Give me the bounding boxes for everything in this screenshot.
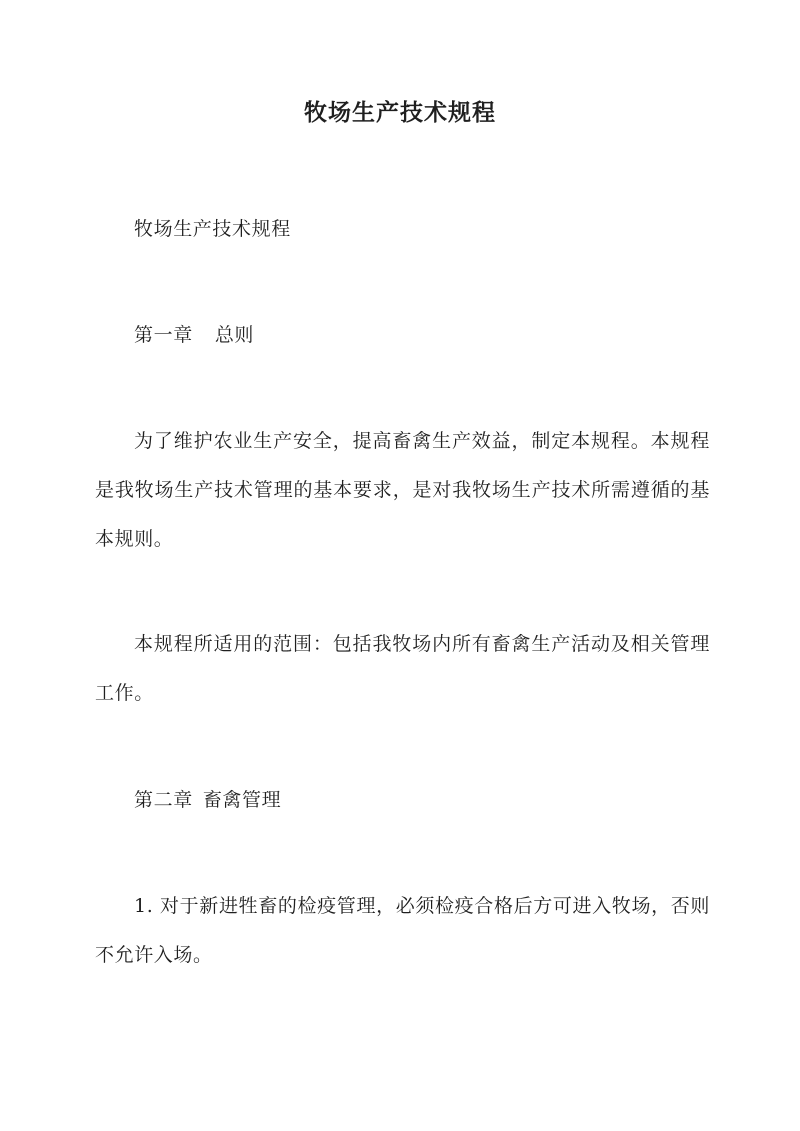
document-subtitle: 牧场生产技术规程 (134, 218, 291, 240)
document-title: 牧场生产技术规程 (304, 99, 496, 126)
list-item: 1. 对于新进牲畜的检疫管理，必须检疫合格后方可进入牧场，否则不允许入场。 (95, 895, 710, 966)
chapter-2-title: 畜禽管理 (202, 789, 282, 811)
chapter-1-heading (95, 311, 710, 360)
chapter-2-heading (95, 776, 710, 825)
scope-paragraph: 本规程所适用的范围：包括我牧场内所有畜禽生产活动及相关管理工作。 (95, 633, 710, 704)
chapter-1-title: 总则 (214, 324, 255, 346)
purpose-paragraph: 为了维护农业生产安全，提高畜禽生产效益，制定本规程。本规程是我牧场生产技术管理的基本要求，是对我牧场生产技术所需遵循的基本规则。 (95, 430, 710, 550)
chapter-2-label: 第二章 (134, 789, 193, 811)
chapter-1-label: 第一章 (134, 324, 193, 346)
